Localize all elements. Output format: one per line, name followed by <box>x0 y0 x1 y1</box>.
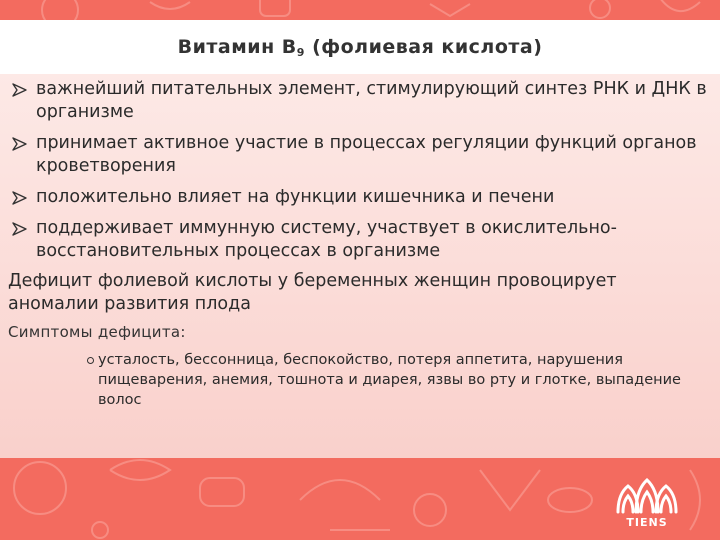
arrow-bullet-icon <box>12 137 27 151</box>
bullet-item: важнейший питательных элемент, стимулирующий синтез РНК и ДНК в организме <box>8 78 708 124</box>
title-bar <box>0 20 720 74</box>
bullet-item: поддерживает иммунную систему, участвует в окислительно-восстановительных процессах в организме <box>8 217 708 263</box>
arrow-bullet-icon <box>12 83 27 97</box>
content-panel <box>0 74 720 458</box>
symptoms-text: усталость, бессонница, беспокойство, потеря аппетита, нарушения пищеварения, анемия, тошнота и диарея, язвы во рту и глотке, выпадение волос <box>98 352 681 408</box>
arrow-bullet-icon <box>12 191 27 205</box>
title-subscript: 9 <box>296 45 305 59</box>
arrow-bullet-icon <box>12 222 27 236</box>
slide-title: Витамин $В_9$ (фолиевая кислота) <box>177 35 543 59</box>
bullet-list <box>8 78 708 263</box>
bullet-item: принимает активное участие в процессах регуляции функций органов кроветворения <box>8 132 708 178</box>
deficiency-paragraph: Дефицит фолиевой кислоты у беременных женщин провоцирует аномалии развития плода <box>8 271 617 314</box>
symptoms-heading: Симптомы дефицита: <box>8 323 186 341</box>
circle-bullet-icon <box>87 357 94 364</box>
bullet-item: положительно влияет на функции кишечника и печени <box>8 186 708 209</box>
logo-text: TIENS <box>626 516 668 529</box>
text-area <box>8 78 708 410</box>
symptoms-item <box>98 350 702 410</box>
